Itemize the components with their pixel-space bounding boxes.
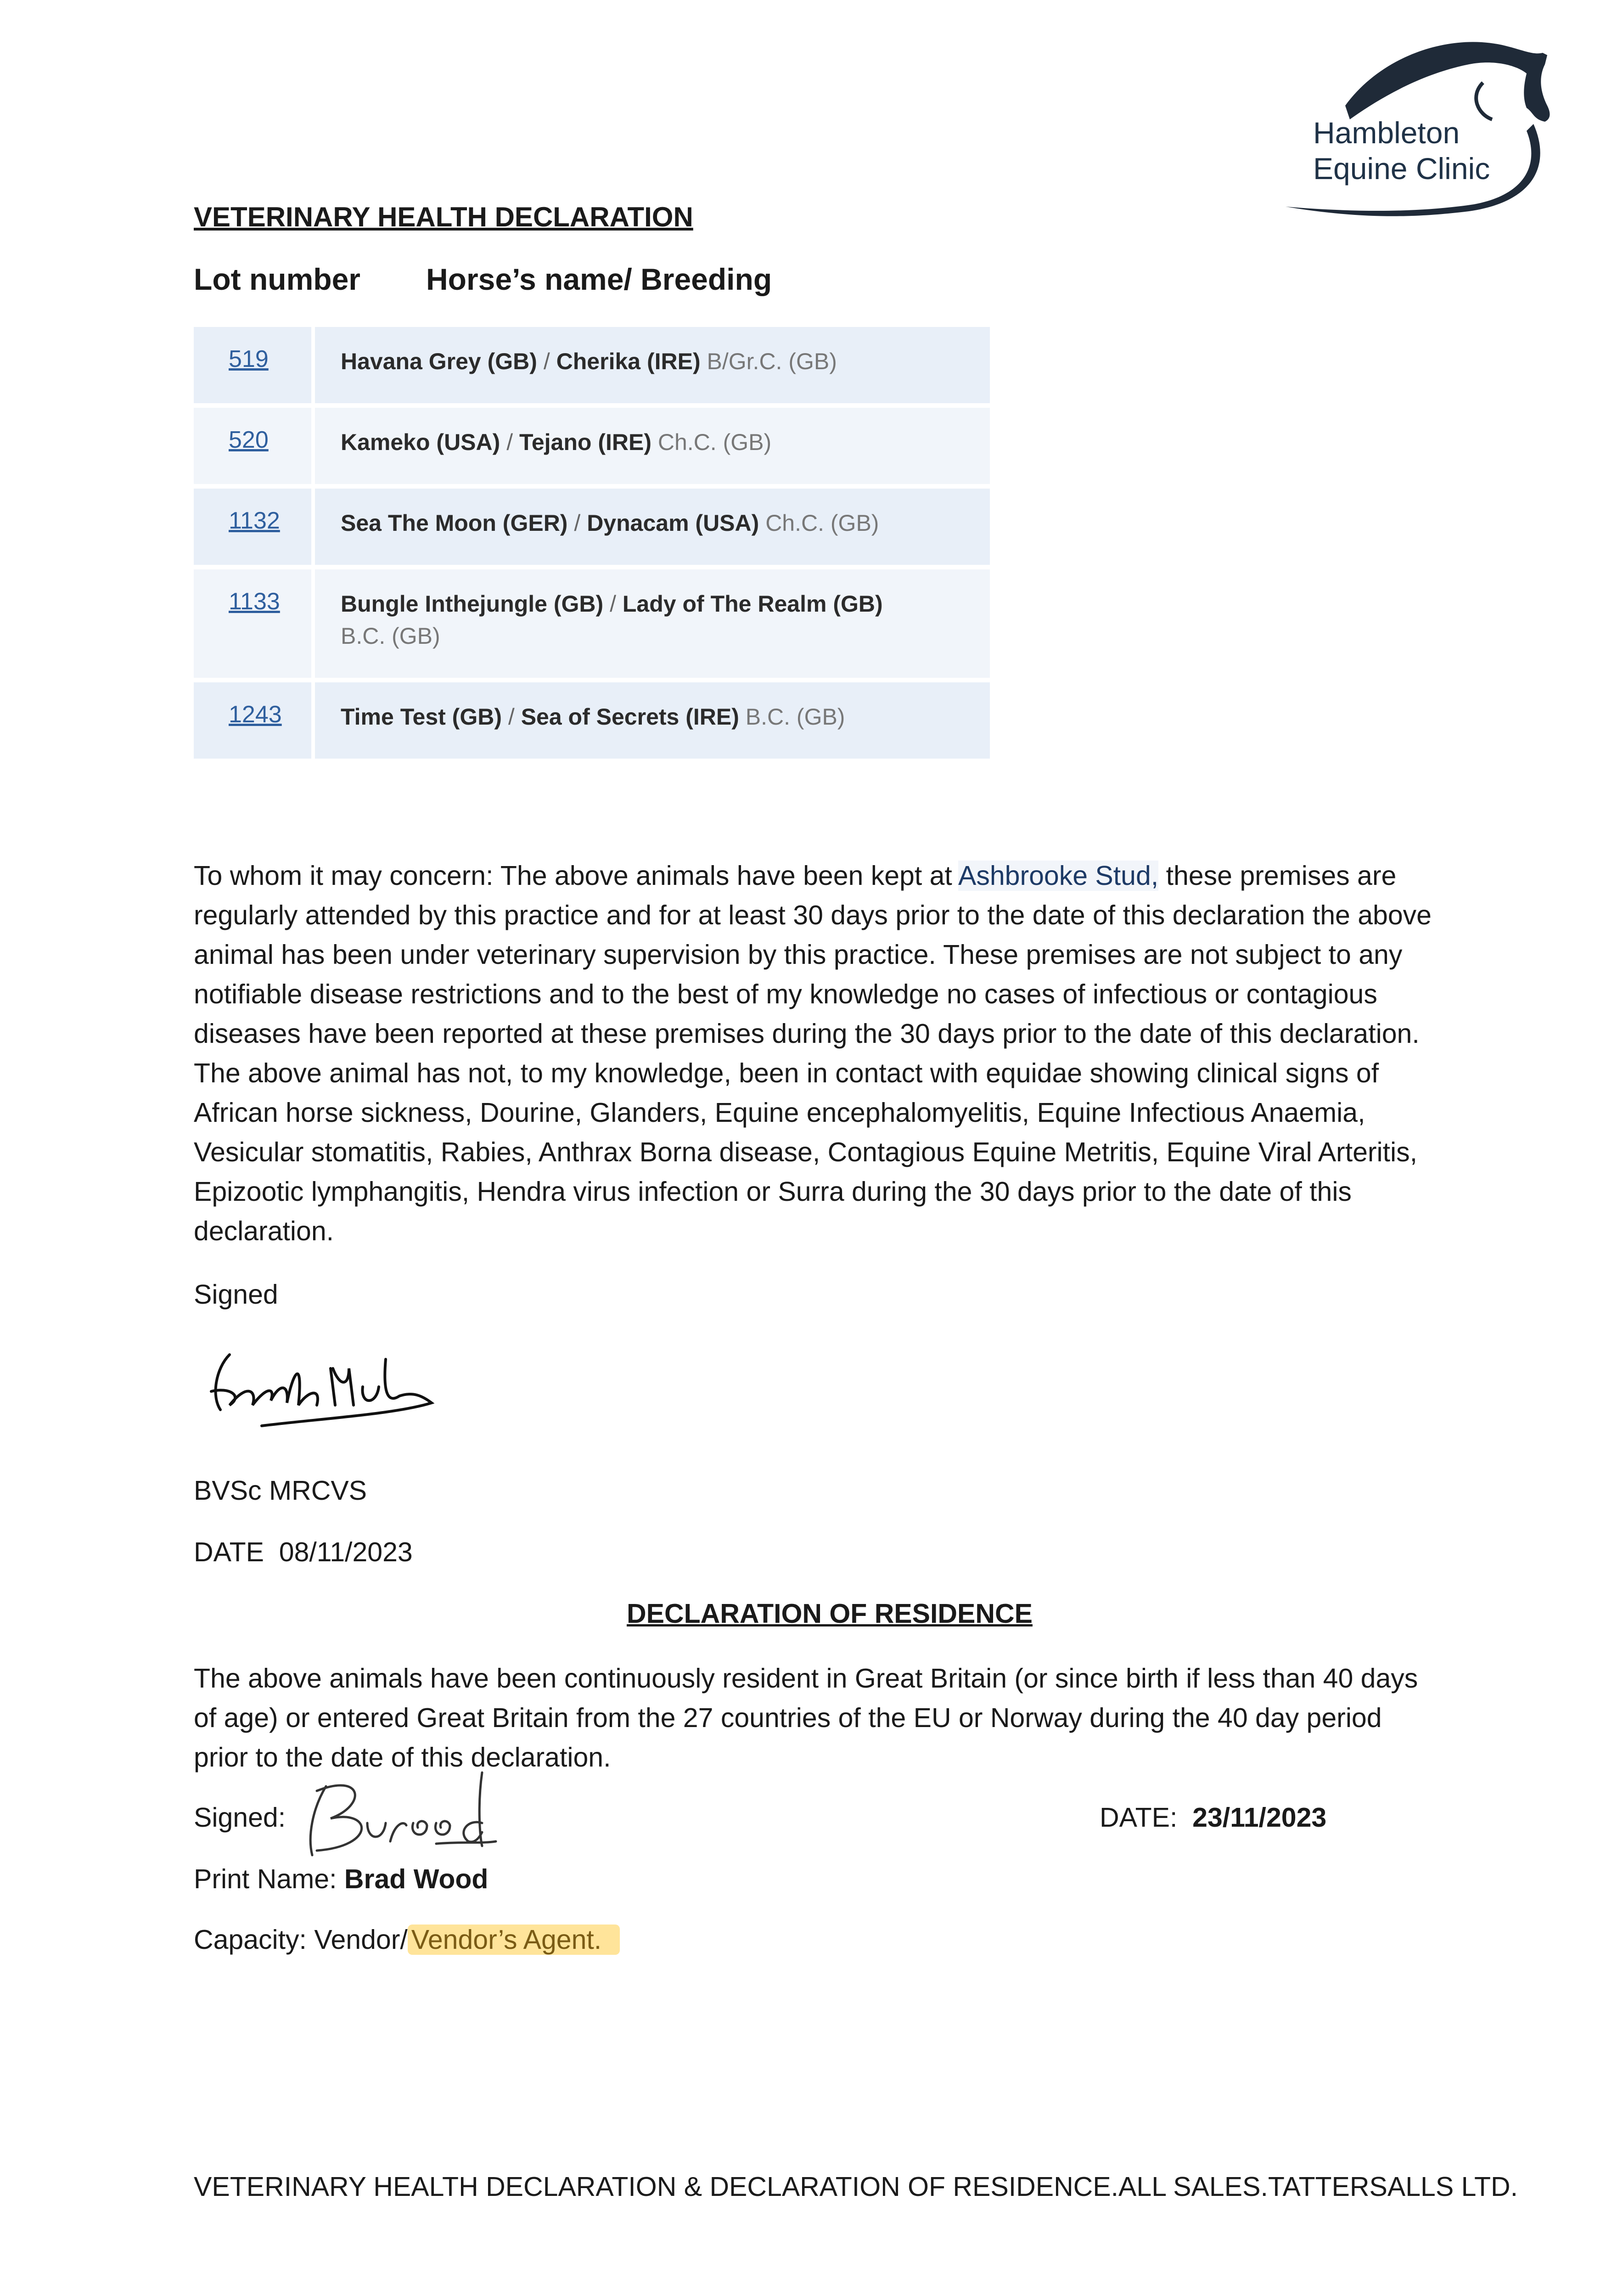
print-name	[194, 1863, 488, 1895]
horse-name-header: Horse’s name/ Breeding	[426, 262, 772, 296]
vet-signature	[202, 1341, 441, 1442]
lot-link[interactable]: 519	[194, 327, 315, 403]
sire-name: Havana Grey (GB)	[341, 349, 537, 374]
dam-name: Cherika (IRE)	[556, 349, 701, 374]
capacity	[194, 1924, 620, 1955]
dam-name: Dynacam (USA)	[587, 510, 759, 536]
residence-signed-label: Signed:	[194, 1802, 286, 1833]
print-name-label: Print Name:	[194, 1864, 337, 1894]
lot-link[interactable]: 1133	[194, 569, 315, 678]
declaration-text-start: To whom it may concern: The above animals have been kept at	[194, 861, 958, 891]
signed-label: Signed	[194, 1279, 278, 1310]
table-row	[194, 569, 990, 682]
health-declaration-text	[194, 856, 1433, 1251]
separator: /	[508, 704, 515, 730]
separator: /	[506, 429, 513, 455]
horse-breeding	[315, 408, 990, 484]
logo-line-1: Hambleton	[1313, 116, 1460, 150]
residence-date-label: DATE:	[1100, 1802, 1178, 1833]
lot-number-header: Lot number	[194, 262, 360, 296]
dam-name: Lady of The Realm (GB)	[622, 591, 883, 617]
dam-name: Sea of Secrets (IRE)	[521, 704, 739, 730]
vet-qualifications: BVSc MRCVS	[194, 1475, 367, 1506]
residence-text: The above animals have been continuously resident in Great Britain (or since birth if less than 40 days of age) or entered Great Britain from the 27 countries of the EU or Norway during the 40 day period prior to the date of this declaration.	[194, 1663, 1418, 1773]
lot-link[interactable]: 520	[194, 408, 315, 484]
horse-description: Ch.C. (GB)	[657, 429, 772, 455]
logo-line-2: Equine Clinic	[1313, 152, 1490, 186]
vet-date-value: 08/11/2023	[279, 1537, 413, 1567]
footer-text: VETERINARY HEALTH DECLARATION & DECLARATION OF RESIDENCE.ALL SALES.TATTERSALLS LTD.	[194, 2172, 1518, 2202]
vet-date	[194, 1536, 413, 1568]
page-title: VETERINARY HEALTH DECLARATION	[194, 202, 693, 232]
declaration-text-end: these premises are regularly attended by this practice and for at least 30 days prior to the date of this declaration the above animal has been under veterinary supervision by this practice. These premises are not subject to any notifiable disease restrictions and to the best of my knowledge no cases of infectious or contagious diseases have been reported at these premises during the 30 days prior to the date of this declaration. The above animal has not, to my knowledge, been in contact with equidae showing clinical signs of African horse sickness, Dourine, Glanders, Equine encephalomyelitis, Equine Infectious Anaemia, Vesicular stomatitis, Rabies, Anthrax Borna disease, Contagious Equine Metritis, Equine Viral Arteritis, Epizootic lymphangitis, Hendra virus infection or Surra during the 30 days prior to the date of this declaration.	[194, 861, 1432, 1246]
table-row	[194, 682, 990, 763]
horse-breeding	[315, 569, 990, 678]
horse-breeding	[315, 489, 990, 565]
capacity-vendor: Vendor/	[314, 1925, 408, 1955]
sire-name: Kameko (USA)	[341, 429, 500, 455]
lot-link[interactable]: 1132	[194, 489, 315, 565]
lot-link[interactable]: 1243	[194, 682, 315, 759]
table-row	[194, 489, 990, 569]
sire-name: Time Test (GB)	[341, 704, 502, 730]
dam-name: Tejano (IRE)	[519, 429, 651, 455]
print-name-value: Brad Wood	[344, 1864, 489, 1894]
residence-date	[1100, 1802, 1326, 1833]
table-row	[194, 327, 990, 408]
lots-table	[194, 327, 990, 763]
sire-name: Sea The Moon (GER)	[341, 510, 568, 536]
horse-breeding	[315, 327, 990, 403]
separator: /	[543, 349, 550, 374]
vendor-signature	[298, 1768, 510, 1860]
separator: /	[574, 510, 581, 536]
residence-heading: DECLARATION OF RESIDENCE	[627, 1598, 1033, 1629]
horse-description: Ch.C. (GB)	[765, 510, 879, 536]
table-row	[194, 408, 990, 489]
separator: /	[610, 591, 616, 617]
vet-date-label: DATE	[194, 1537, 264, 1567]
sire-name: Bungle Inthejungle (GB)	[341, 591, 604, 617]
horse-breeding	[315, 682, 990, 759]
horse-description: B.C. (GB)	[745, 704, 845, 730]
capacity-label: Capacity:	[194, 1925, 307, 1955]
horse-description: B.C. (GB)	[341, 623, 440, 649]
clinic-logo	[1276, 28, 1561, 225]
horse-description: B/Gr.C. (GB)	[707, 349, 837, 374]
capacity-agent-highlighted: Vendor’s Agent.	[408, 1925, 620, 1955]
premises-name: Ashbrooke Stud,	[958, 861, 1159, 891]
residence-date-value: 23/11/2023	[1192, 1802, 1327, 1833]
